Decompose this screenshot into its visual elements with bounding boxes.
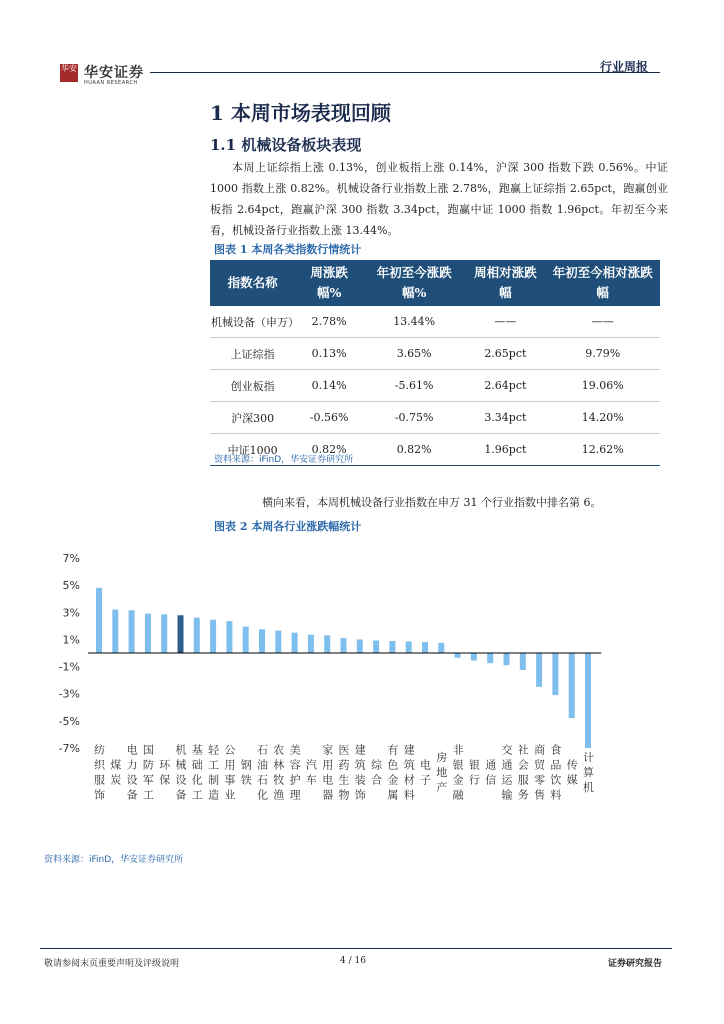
chart-bar	[357, 639, 363, 653]
chart-bar	[552, 653, 558, 695]
table-cell: 3.65%	[363, 338, 465, 370]
category-label: 环保	[157, 759, 171, 789]
y-tick-label: 7%	[62, 552, 80, 565]
chart-bar	[406, 641, 412, 653]
y-tick-label: -3%	[58, 687, 80, 701]
table-cell: ——	[465, 306, 545, 338]
chart-bar	[471, 653, 477, 660]
category-label: 汽车	[304, 759, 318, 789]
chart-bar	[487, 653, 493, 663]
y-tick-label: -5%	[58, 714, 80, 728]
table-row	[210, 370, 660, 402]
category-label: 家用电器	[320, 744, 334, 804]
table-cell: 0.82%	[363, 434, 465, 466]
page-number: 4 / 16	[340, 956, 366, 966]
chart-bar	[389, 641, 395, 653]
category-label: 国防军工	[141, 744, 155, 804]
footer-report-type: 证券研究报告	[608, 959, 663, 969]
chart-bar	[438, 643, 444, 653]
table-row	[210, 402, 660, 434]
category-label: 农林牧渔	[271, 744, 285, 804]
table-row	[210, 306, 660, 338]
report-type-tag: 行业周报	[600, 60, 649, 74]
chart-bar	[243, 627, 249, 653]
category-label: 计算机	[581, 751, 595, 797]
chart-bar	[536, 653, 542, 687]
table-source-note: 资料来源：iFinD，华安证券研究所	[214, 455, 354, 465]
industry-returns-chart	[40, 550, 680, 840]
y-tick-label: -7%	[58, 742, 80, 755]
header-rule	[150, 72, 660, 73]
footer-disclaimer: 敬请参阅末页重要声明及评级说明	[44, 959, 180, 969]
table-cell: 2.64pct	[465, 370, 545, 402]
category-label: 交通运输	[500, 744, 513, 804]
chart-bar	[178, 615, 184, 653]
chart-caption: 图表 2 本周各行业涨跌幅统计	[214, 520, 362, 533]
table-header-cell: 年初至今相对涨跌幅	[545, 260, 660, 306]
section-title: 1 本周市场表现回顾	[210, 101, 391, 125]
logo-name: 华安证券	[84, 65, 144, 81]
category-label: 机械设备	[174, 744, 187, 804]
index-table	[210, 260, 660, 466]
category-label: 纺织服饰	[92, 744, 106, 804]
category-label: 社会服务	[516, 744, 530, 804]
chart-bar	[259, 629, 265, 653]
chart-bar	[569, 653, 575, 718]
category-label: 银行	[467, 759, 481, 789]
chart-bar	[504, 653, 510, 665]
category-label: 食品饮料	[548, 744, 562, 804]
table-cell: 3.34pct	[465, 402, 545, 434]
table-cell: -0.56%	[295, 402, 363, 434]
chart-bar	[520, 653, 526, 670]
category-label: 有色金属	[385, 744, 399, 804]
table-cell: -5.61%	[363, 370, 465, 402]
table-cell: 中证1000	[210, 434, 295, 466]
chart-bar	[324, 635, 330, 653]
footer-rule	[40, 948, 672, 949]
chart-bar	[292, 633, 298, 653]
y-tick-label: 1%	[62, 633, 80, 647]
chart-bar	[226, 621, 232, 653]
table-header-cell: 周相对涨跌幅	[465, 260, 545, 306]
category-label: 石油石化	[255, 744, 269, 804]
table-header-cell: 年初至今涨跌幅%	[363, 260, 465, 306]
category-label: 公用事业	[222, 744, 236, 804]
y-tick-label: -1%	[58, 660, 80, 674]
chart-bar	[210, 620, 216, 653]
category-label: 传媒	[565, 759, 579, 789]
table-cell: 机械设备（申万）	[210, 306, 295, 338]
category-label: 轻工制造	[206, 744, 220, 804]
category-label: 建筑材料	[402, 744, 416, 804]
chart-bar	[161, 614, 167, 653]
table-header-row	[210, 260, 660, 306]
category-label: 通信	[483, 759, 497, 789]
table-cell: 19.06%	[545, 370, 660, 402]
category-label: 煤炭	[108, 759, 122, 789]
table-cell: 上证综指	[210, 338, 295, 370]
chart-bar	[112, 610, 118, 653]
table-cell: 9.79%	[545, 338, 660, 370]
chart-bar	[96, 588, 102, 653]
table-cell: 2.65pct	[465, 338, 545, 370]
category-label: 综合	[369, 759, 383, 789]
logo-mark: 华安	[60, 64, 78, 82]
chart-bar	[129, 610, 135, 653]
category-label: 基础化工	[190, 744, 204, 804]
ranking-paragraph: 横向来看，本周机械设备行业指数在申万 31 个行业指数中排名第 6。	[262, 496, 602, 509]
table-cell: 14.20%	[545, 402, 660, 434]
table-cell: 2.78%	[295, 306, 363, 338]
summary-paragraph: 本周上证综指上涨 0.13%，创业板指上涨 0.14%，沪深 300 指数下跌 0.56%。中证 1000 指数上涨 0.82%。机械设备行业指数上涨 2.78%，跑赢上证综指 2.65pct，跑赢创业板指 2.64pct，跑赢沪深 300 指数 3.34pct，跑赢中证 1000 指数 1.96pct。年初至今来看，机械设备行业指数上涨 13.44%。	[210, 161, 668, 237]
table-row	[210, 338, 660, 370]
category-label: 电力设备	[125, 744, 139, 804]
table-cell: 12.62%	[545, 434, 660, 466]
category-label: 钢铁	[239, 759, 253, 789]
table-cell: 沪深300	[210, 402, 295, 434]
category-label: 医药生物	[337, 744, 350, 804]
category-label: 美容护理	[288, 744, 302, 804]
chart-bar	[308, 635, 314, 653]
category-label: 电子	[418, 759, 432, 789]
table-cell: 0.13%	[295, 338, 363, 370]
chart-bar	[455, 653, 461, 658]
chart-bar	[194, 618, 200, 653]
category-label: 商贸零售	[532, 744, 546, 804]
logo-subtitle: HUAAN RESEARCH	[84, 80, 138, 86]
table-header-cell: 指数名称	[210, 260, 295, 306]
y-tick-label: 5%	[62, 579, 80, 593]
chart-bar	[422, 642, 428, 653]
chart-source-note: 资料来源：iFinD，华安证券研究所	[44, 855, 184, 865]
chart-bar	[275, 631, 281, 653]
table-cell: 1.96pct	[465, 434, 545, 466]
chart-bar	[341, 638, 347, 653]
chart-bar	[373, 641, 379, 653]
table-cell: -0.75%	[363, 402, 465, 434]
table-cell: 13.44%	[363, 306, 465, 338]
table-cell: 0.14%	[295, 370, 363, 402]
category-label: 建筑装饰	[353, 744, 367, 804]
chart-bar	[585, 653, 591, 748]
y-tick-label: 3%	[62, 606, 80, 620]
table-cell: 0.82%	[295, 434, 363, 466]
category-label: 非银金融	[451, 744, 465, 804]
subsection-title: 1.1 机械设备板块表现	[210, 136, 362, 154]
chart-bar	[145, 614, 151, 653]
table-caption: 图表 1 本周各类指数行情统计	[214, 243, 362, 256]
table-cell: 创业板指	[210, 370, 295, 402]
category-label: 房地产	[434, 751, 448, 797]
table-cell: ——	[545, 306, 660, 338]
table-header-cell: 周涨跌幅%	[295, 260, 363, 306]
